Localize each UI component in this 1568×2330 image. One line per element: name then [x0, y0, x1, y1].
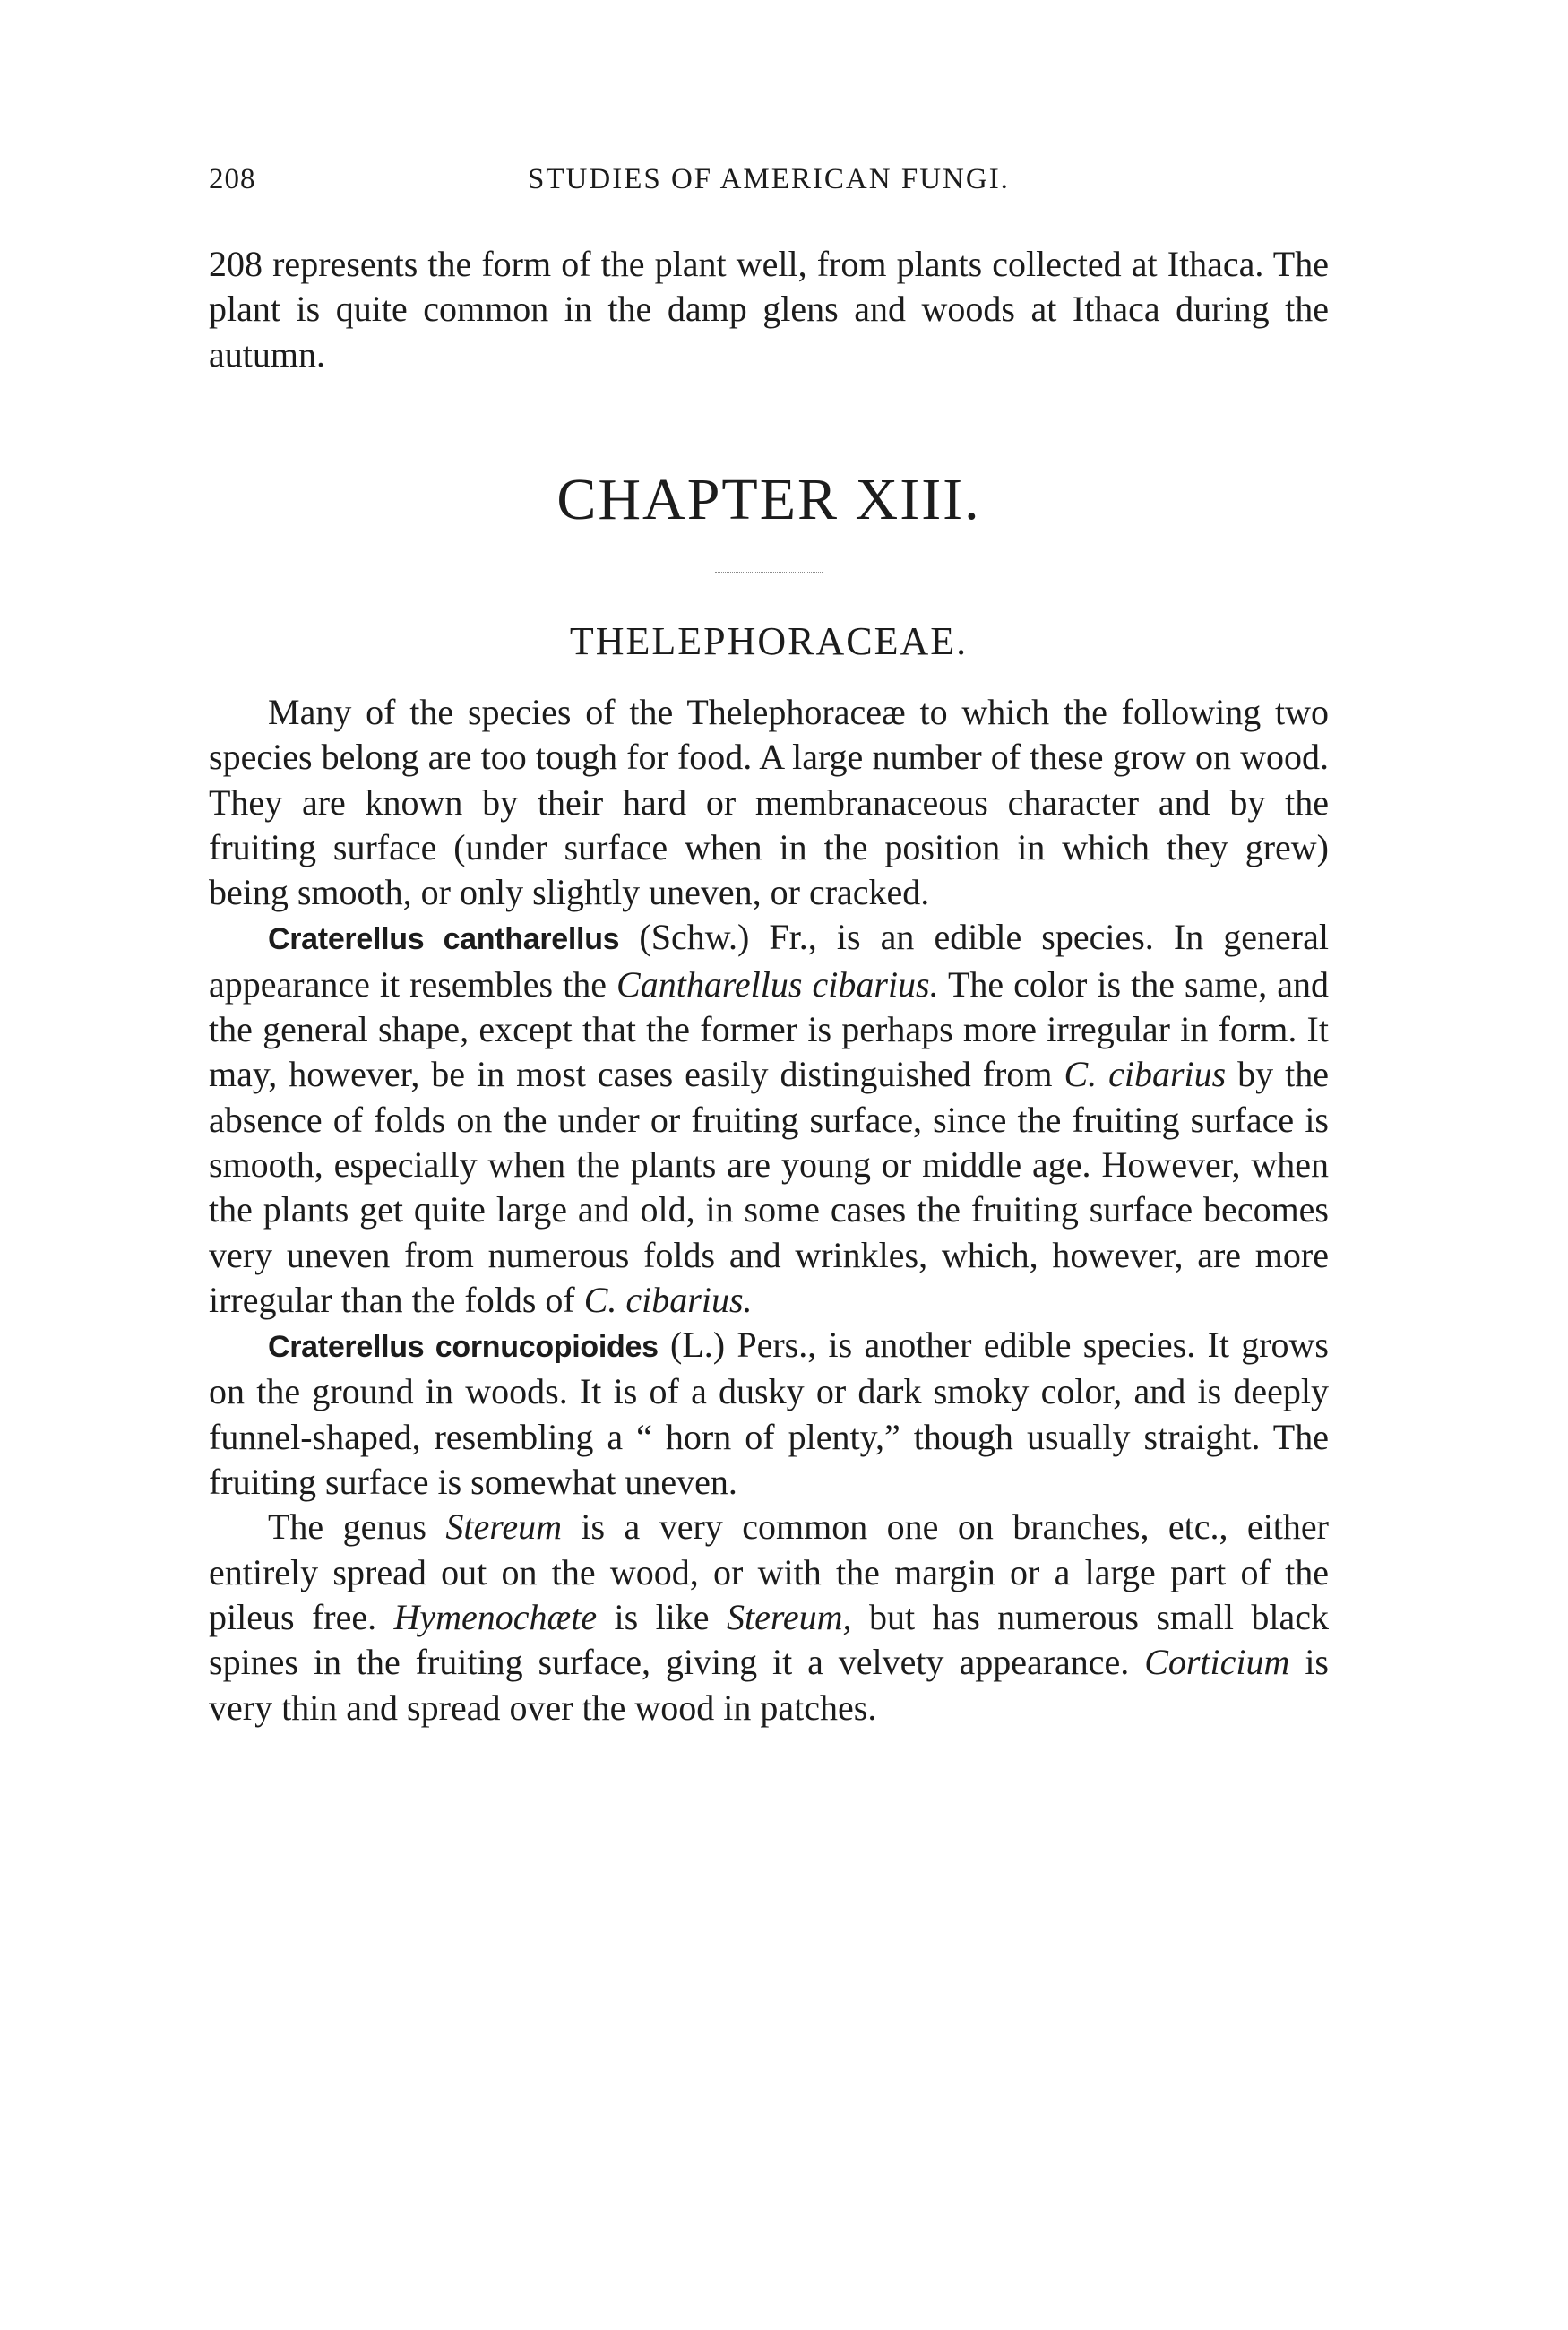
italic-species-name: C. cibarius. [583, 1279, 753, 1320]
paragraph-text: (Schw.) Fr., is an edible species. In general appearance it resembles the [209, 917, 1329, 1005]
paragraph-text: is very thin and spread over the wood in patches. [209, 1642, 1329, 1728]
intro-paragraph: Many of the species of the Thelephoraceæ to which the following two species belong are too tough for food. A large number of these grow on wood. They are known by their hard or membranaceous character and by the fruiting surface (under surface when in the position in which they grew) being smooth, or only slightly uneven, or cracked. [209, 692, 1329, 913]
stereum-paragraph [209, 1505, 1329, 1730]
running-head [209, 163, 1329, 208]
paragraph-text: is like [597, 1596, 727, 1637]
cornucopioides-paragraph [209, 1323, 1329, 1505]
page-number: 208 [209, 163, 256, 195]
paragraph-text: The genus [268, 1506, 446, 1548]
species-name: Craterellus cantharellus [268, 922, 620, 957]
italic-species-name: Cantharellus cibarius. [616, 963, 939, 1005]
main-text [209, 690, 1329, 1730]
running-title: STUDIES OF AMERICAN FUNGI. [528, 163, 1010, 195]
section-title: THELEPHORACEAE. [569, 619, 969, 663]
paragraph-text: (L.) Pers., is another edible species. It grows on the ground in woods. It is of a dusky or dark smoky color, and is deeply funnel-shaped, resembling a “ horn of plenty,” though usually straight. The fruiting surface is somewhat uneven. [209, 1325, 1329, 1503]
continued-paragraph: 208 represents the form of the plant well, from plants collected at Ithaca. The plant is quite common in the damp glens and woods at Ithaca during the autumn. [209, 244, 1329, 375]
cantharellus-paragraph [209, 915, 1329, 1323]
italic-genus-name: Corticium [1144, 1642, 1290, 1683]
chapter-title: CHAPTER XIII. [556, 467, 981, 532]
paragraph-text: is a very common one on branches, etc., either entirely spread out on the wood, or with the margin or a large part of the pileus free. [209, 1506, 1329, 1637]
italic-genus-name: Stereum, [726, 1596, 852, 1637]
italic-species-name: C. cibarius [1064, 1054, 1227, 1095]
paragraph-text: but has numerous small black spines in the fruiting surface, giving it a velvety appearance. [209, 1596, 1330, 1683]
paragraph-text: by the absence of folds on the under or fruiting surface, since the fruiting surface is smooth, especially when the plants are young or middle age. However, when the plants get quite large and old, in some cases the fruiting surface becomes very uneven from numerous folds and wrinkles, which, however, are more irregular than the folds of [209, 1054, 1329, 1320]
paragraph-text: The color is the same, and the general shape, except that the former is perhaps more irregular in form. It may, however, be in most cases easily distinguished from [209, 963, 1329, 1095]
chapter-ornament-rule [715, 572, 823, 576]
italic-genus-name: Hymenochæte [393, 1596, 598, 1637]
species-name: Craterellus cornucopioides [268, 1330, 659, 1365]
italic-genus-name: Stereum [445, 1506, 562, 1548]
